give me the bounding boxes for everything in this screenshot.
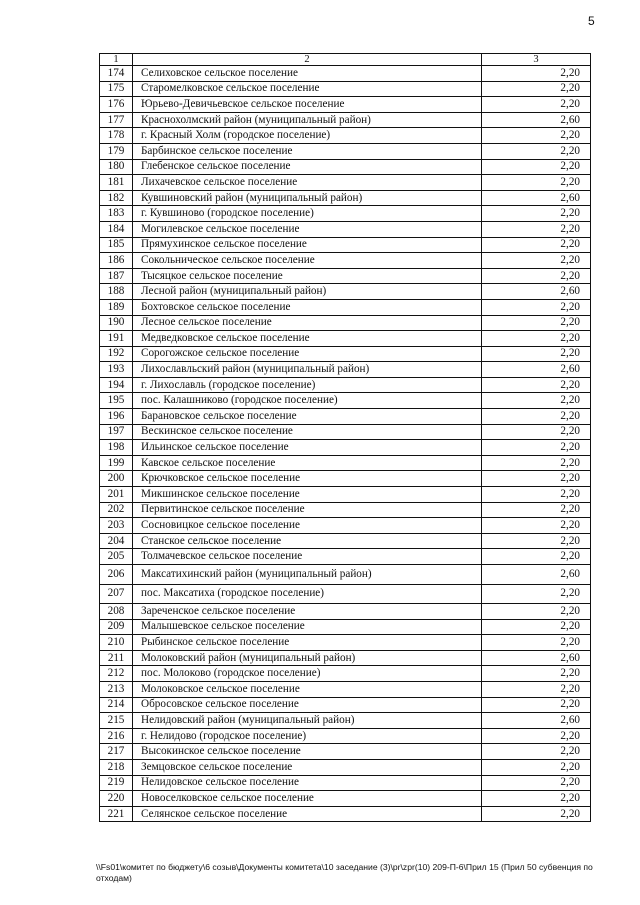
- row-name: Ильинское сельское поселение: [133, 440, 482, 456]
- table-row: [100, 440, 591, 456]
- row-name: Крючковское сельское поселение: [133, 471, 482, 487]
- row-number: 184: [100, 221, 133, 237]
- table-row: [100, 759, 591, 775]
- table-row: [100, 175, 591, 191]
- row-number: 198: [100, 440, 133, 456]
- row-value: 2,60: [482, 650, 591, 666]
- table-row: [100, 97, 591, 113]
- row-name: Барбинское сельское поселение: [133, 143, 482, 159]
- row-number: 189: [100, 299, 133, 315]
- row-number: 174: [100, 66, 133, 82]
- table-row: [100, 533, 591, 549]
- row-name: Молоковское сельское поселение: [133, 681, 482, 697]
- row-name: Кавское сельское поселение: [133, 455, 482, 471]
- row-number: 175: [100, 81, 133, 97]
- row-number: 203: [100, 518, 133, 534]
- table-row: [100, 471, 591, 487]
- row-value: 2,20: [482, 697, 591, 713]
- table-row: [100, 346, 591, 362]
- row-value: 2,20: [482, 128, 591, 144]
- table-row: [100, 128, 591, 144]
- row-number: 217: [100, 744, 133, 760]
- row-name: г. Нелидово (городское поселение): [133, 728, 482, 744]
- row-name: Краснохолмский район (муниципальный район): [133, 112, 482, 128]
- row-name: г. Лихославль (городское поселение): [133, 377, 482, 393]
- table-row: [100, 424, 591, 440]
- row-number: 204: [100, 533, 133, 549]
- table-row: [100, 268, 591, 284]
- row-number: 193: [100, 362, 133, 378]
- table-row: [100, 806, 591, 822]
- row-name: Вескинское сельское поселение: [133, 424, 482, 440]
- row-value: 2,60: [482, 713, 591, 729]
- row-name: Селянское сельское поселение: [133, 806, 482, 822]
- table-row: [100, 112, 591, 128]
- row-name: г. Кувшиново (городское поселение): [133, 206, 482, 222]
- row-value: 2,20: [482, 97, 591, 113]
- row-value: 2,60: [482, 112, 591, 128]
- row-number: 178: [100, 128, 133, 144]
- row-name: Медведковское сельское поселение: [133, 331, 482, 347]
- row-name: Тысяцкое сельское поселение: [133, 268, 482, 284]
- row-number: 205: [100, 549, 133, 565]
- row-number: 208: [100, 604, 133, 620]
- row-name: Лесной район (муниципальный район): [133, 284, 482, 300]
- table-row: [100, 549, 591, 565]
- row-number: 183: [100, 206, 133, 222]
- row-name: Юрьево-Девичьевское сельское поселение: [133, 97, 482, 113]
- table-row: [100, 791, 591, 807]
- table-row: [100, 409, 591, 425]
- row-value: 2,20: [482, 66, 591, 82]
- row-name: Лихачевское сельское поселение: [133, 175, 482, 191]
- row-number: 181: [100, 175, 133, 191]
- row-name: Обросовское сельское поселение: [133, 697, 482, 713]
- row-name: Станское сельское поселение: [133, 533, 482, 549]
- row-name: Нелидовское сельское поселение: [133, 775, 482, 791]
- row-number: 186: [100, 253, 133, 269]
- header-col-2: 2: [133, 54, 482, 66]
- row-value: 2,20: [482, 549, 591, 565]
- table-row: [100, 190, 591, 206]
- row-number: 210: [100, 635, 133, 651]
- row-number: 207: [100, 584, 133, 604]
- table-row: [100, 284, 591, 300]
- row-value: 2,60: [482, 565, 591, 585]
- row-number: 194: [100, 377, 133, 393]
- row-value: 2,20: [482, 440, 591, 456]
- file-path-footer: \\Fs01\комитет по бюджету\6 созыв\Документы комитета\10 заседание (3)\pr\zpr(10) 209-П-6\Прил 15 (Прил 50 субвенция по отходам): [96, 862, 593, 883]
- table-row: [100, 299, 591, 315]
- row-value: 2,20: [482, 759, 591, 775]
- table-row: [100, 159, 591, 175]
- row-value: 2,20: [482, 791, 591, 807]
- row-value: 2,60: [482, 190, 591, 206]
- table-row: [100, 635, 591, 651]
- row-name: Бохтовское сельское поселение: [133, 299, 482, 315]
- row-value: 2,20: [482, 518, 591, 534]
- row-name: Молоковский район (муниципальный район): [133, 650, 482, 666]
- table-row: [100, 681, 591, 697]
- table-row: [100, 697, 591, 713]
- row-name: Глебенское сельское поселение: [133, 159, 482, 175]
- row-value: 2,20: [482, 455, 591, 471]
- row-name: Барановское сельское поселение: [133, 409, 482, 425]
- row-number: 218: [100, 759, 133, 775]
- row-name: Высокинское сельское поселение: [133, 744, 482, 760]
- row-value: 2,20: [482, 331, 591, 347]
- row-number: 190: [100, 315, 133, 331]
- table-row: [100, 237, 591, 253]
- row-name: Могилевское сельское поселение: [133, 221, 482, 237]
- table-row: [100, 143, 591, 159]
- row-value: 2,20: [482, 806, 591, 822]
- row-value: 2,20: [482, 393, 591, 409]
- row-name: Зареченское сельское поселение: [133, 604, 482, 620]
- row-name: Земцовское сельское поселение: [133, 759, 482, 775]
- row-value: 2,20: [482, 635, 591, 651]
- row-name: Микшинское сельское поселение: [133, 487, 482, 503]
- row-number: 199: [100, 455, 133, 471]
- row-name: Малышевское сельское поселение: [133, 619, 482, 635]
- row-value: 2,20: [482, 253, 591, 269]
- row-name: Максатихинский район (муниципальный район): [133, 565, 482, 585]
- row-name: Новоселковское сельское поселение: [133, 791, 482, 807]
- table-row: [100, 744, 591, 760]
- row-value: 2,20: [482, 268, 591, 284]
- row-name: Сосновицкое сельское поселение: [133, 518, 482, 534]
- row-name: Толмачевское сельское поселение: [133, 549, 482, 565]
- row-value: 2,20: [482, 502, 591, 518]
- page-number: 5: [588, 14, 595, 28]
- row-name: пос. Калашниково (городское поселение): [133, 393, 482, 409]
- row-name: Кувшиновский район (муниципальный район): [133, 190, 482, 206]
- row-number: 200: [100, 471, 133, 487]
- table-row: [100, 584, 591, 604]
- row-number: 180: [100, 159, 133, 175]
- row-value: 2,20: [482, 175, 591, 191]
- row-value: 2,20: [482, 409, 591, 425]
- row-value: 2,20: [482, 221, 591, 237]
- row-number: 201: [100, 487, 133, 503]
- row-number: 182: [100, 190, 133, 206]
- table-row: [100, 502, 591, 518]
- row-number: 196: [100, 409, 133, 425]
- row-number: 188: [100, 284, 133, 300]
- table-row: [100, 206, 591, 222]
- row-number: 213: [100, 681, 133, 697]
- row-number: 211: [100, 650, 133, 666]
- table-row: [100, 66, 591, 82]
- row-number: 179: [100, 143, 133, 159]
- row-number: 177: [100, 112, 133, 128]
- row-name: г. Красный Холм (городское поселение): [133, 128, 482, 144]
- row-number: 219: [100, 775, 133, 791]
- header-col-3: 3: [482, 54, 591, 66]
- table-row: [100, 713, 591, 729]
- row-value: 2,20: [482, 346, 591, 362]
- row-value: 2,60: [482, 362, 591, 378]
- table-row: [100, 221, 591, 237]
- row-value: 2,20: [482, 237, 591, 253]
- table-header-row: [100, 54, 591, 66]
- row-value: 2,20: [482, 584, 591, 604]
- row-value: 2,20: [482, 143, 591, 159]
- table-body: [100, 66, 591, 822]
- table-row: [100, 728, 591, 744]
- row-number: 212: [100, 666, 133, 682]
- row-name: Нелидовский район (муниципальный район): [133, 713, 482, 729]
- table-row: [100, 81, 591, 97]
- row-number: 214: [100, 697, 133, 713]
- table-row: [100, 393, 591, 409]
- row-number: 192: [100, 346, 133, 362]
- table-row: [100, 518, 591, 534]
- table-row: [100, 455, 591, 471]
- row-value: 2,20: [482, 377, 591, 393]
- row-number: 185: [100, 237, 133, 253]
- row-number: 176: [100, 97, 133, 113]
- row-name: Селиховское сельское поселение: [133, 66, 482, 82]
- row-number: 220: [100, 791, 133, 807]
- row-value: 2,20: [482, 604, 591, 620]
- row-value: 2,20: [482, 159, 591, 175]
- row-name: Сокольническое сельское поселение: [133, 253, 482, 269]
- table-row: [100, 331, 591, 347]
- row-value: 2,20: [482, 471, 591, 487]
- row-number: 191: [100, 331, 133, 347]
- row-value: 2,20: [482, 728, 591, 744]
- row-number: 187: [100, 268, 133, 284]
- row-value: 2,20: [482, 487, 591, 503]
- row-number: 216: [100, 728, 133, 744]
- table-row: [100, 315, 591, 331]
- row-name: Лесное сельское поселение: [133, 315, 482, 331]
- row-value: 2,20: [482, 315, 591, 331]
- row-value: 2,20: [482, 744, 591, 760]
- row-value: 2,20: [482, 533, 591, 549]
- row-name: Первитинское сельское поселение: [133, 502, 482, 518]
- row-name: Рыбинское сельское поселение: [133, 635, 482, 651]
- row-name: Прямухинское сельское поселение: [133, 237, 482, 253]
- table-row: [100, 253, 591, 269]
- row-number: 221: [100, 806, 133, 822]
- row-number: 197: [100, 424, 133, 440]
- table-row: [100, 604, 591, 620]
- table-row: [100, 650, 591, 666]
- row-value: 2,20: [482, 299, 591, 315]
- table-row: [100, 775, 591, 791]
- table-row: [100, 487, 591, 503]
- table-row: [100, 666, 591, 682]
- row-name: пос. Максатиха (городское поселение): [133, 584, 482, 604]
- row-number: 202: [100, 502, 133, 518]
- row-value: 2,20: [482, 666, 591, 682]
- row-number: 209: [100, 619, 133, 635]
- header-col-1: 1: [100, 54, 133, 66]
- row-value: 2,20: [482, 206, 591, 222]
- row-value: 2,20: [482, 775, 591, 791]
- table-row: [100, 619, 591, 635]
- row-number: 195: [100, 393, 133, 409]
- row-value: 2,20: [482, 424, 591, 440]
- table-row: [100, 377, 591, 393]
- row-name: пос. Молоково (городское поселение): [133, 666, 482, 682]
- data-table: [99, 53, 591, 822]
- row-name: Старомелковское сельское поселение: [133, 81, 482, 97]
- row-number: 215: [100, 713, 133, 729]
- row-name: Сорогожское сельское поселение: [133, 346, 482, 362]
- row-name: Лихославльский район (муниципальный район): [133, 362, 482, 378]
- row-value: 2,20: [482, 681, 591, 697]
- row-value: 2,20: [482, 619, 591, 635]
- table-row: [100, 362, 591, 378]
- row-value: 2,20: [482, 81, 591, 97]
- row-value: 2,60: [482, 284, 591, 300]
- row-number: 206: [100, 565, 133, 585]
- table-row: [100, 565, 591, 585]
